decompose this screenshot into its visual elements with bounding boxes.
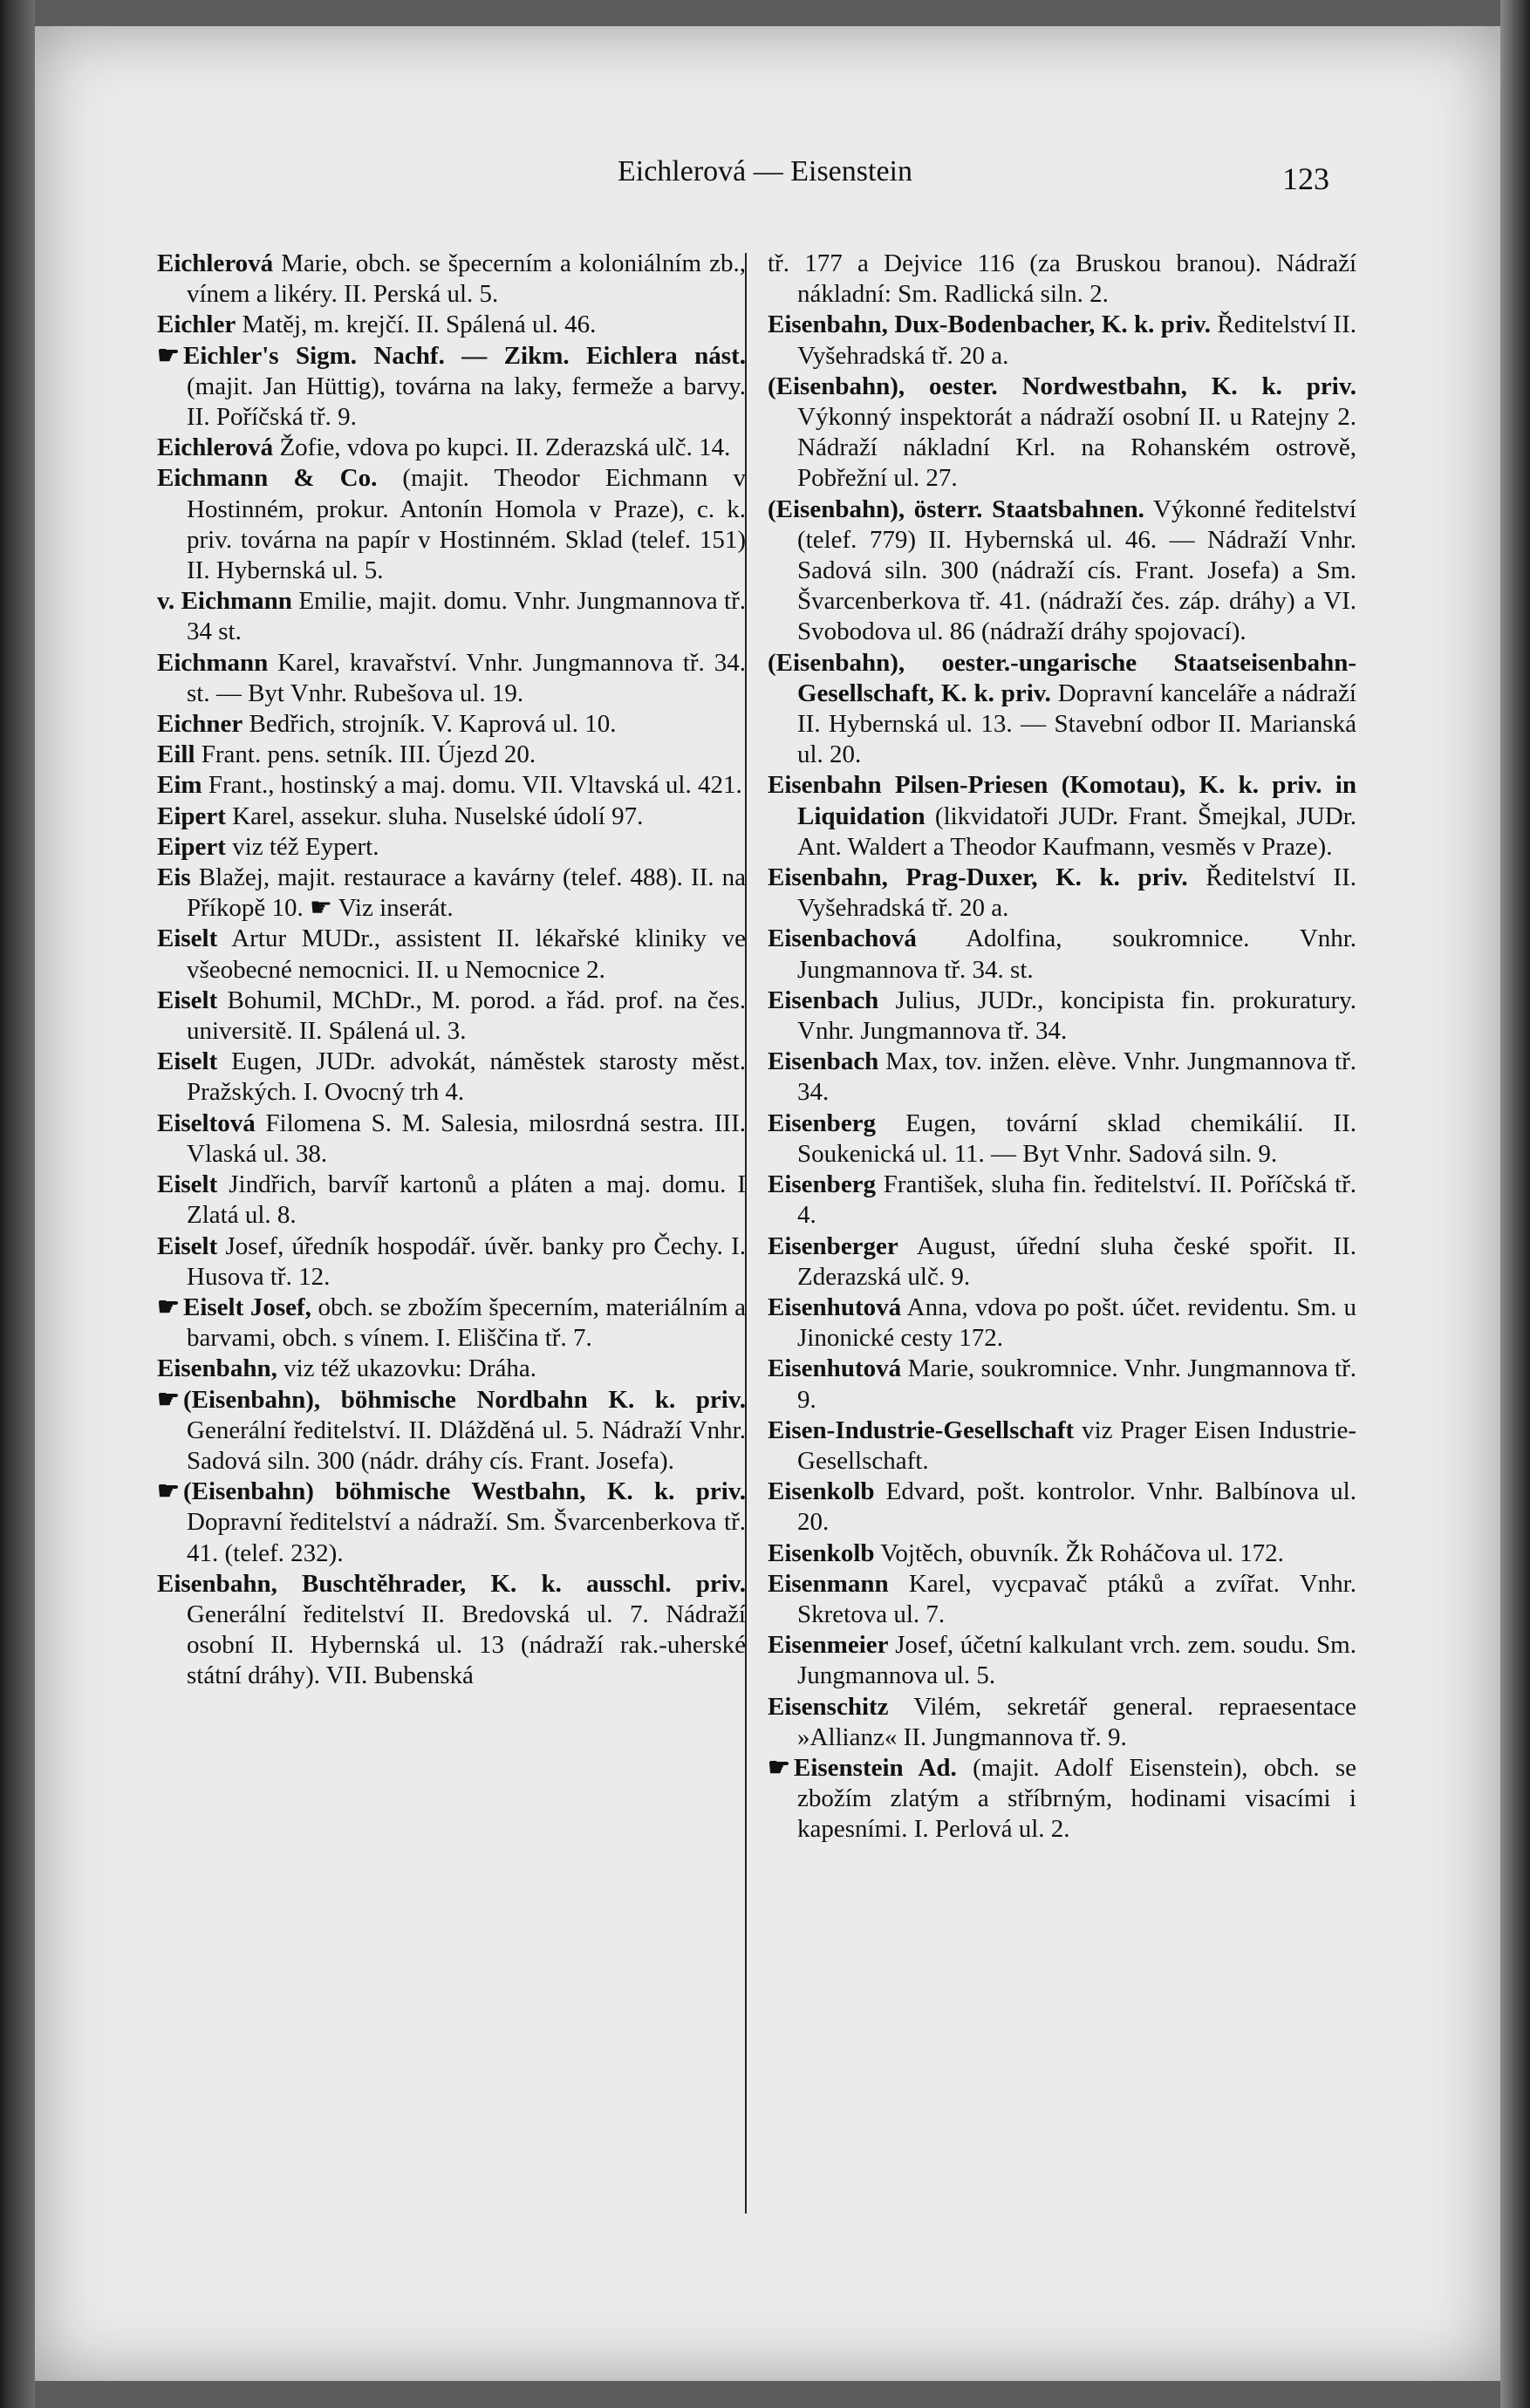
directory-entry	[157, 832, 746, 863]
directory-entry	[157, 770, 746, 801]
entry-name: Eisenhutová	[768, 1293, 902, 1321]
entry-details: Anna, vdova po pošt. účet. revidentu. Sm. u Jinonické cesty 172.	[797, 1293, 1356, 1353]
directory-entry	[768, 372, 1356, 495]
entry-name: Eisen-Industrie-Gesellschaft	[768, 1415, 1075, 1444]
directory-entry	[157, 1354, 746, 1384]
entry-name: Eiselt	[157, 1170, 218, 1199]
directory-entry	[768, 1630, 1356, 1691]
directory-entry	[768, 648, 1356, 771]
entry-details: viz Prager Eisen Industrie-Gesellschaft.	[797, 1415, 1356, 1475]
entry-details: Generální ředitelství II. Bredovská ul. 7. Nádraží osobní II. Hybernská ul. 13 (nádraží rak.-uherské státní dráhy). VII. Bubenská	[187, 1600, 746, 1690]
entry-details: Dopravní ředitelství a nádraží. Sm. Švarcenberkova tř. 41. (telef. 232).	[187, 1508, 746, 1567]
entry-details: Žofie, vdova po kupci. II. Zderazská ulč. 14.	[273, 433, 731, 462]
left-column	[157, 249, 746, 1692]
entry-name: Eichmann & Co.	[157, 464, 378, 493]
directory-entry	[157, 863, 746, 924]
entry-details: Karel, kravařství. Vnhr. Jungmannova tř. 34. st. — Byt Vnhr. Rubešova ul. 19.	[187, 648, 746, 707]
directory-entry	[157, 1108, 746, 1170]
entry-details: Marie, soukromnice. Vnhr. Jungmannova tř. 9.	[797, 1354, 1356, 1414]
entry-details: obch. se zbožím špecerním, materiálním a barvami, obch. s vínem. I. Eliščina tř. 7.	[187, 1293, 747, 1353]
entry-name: Eichler's Sigm. Nachf. — Zikm. Eichlera nást.	[183, 341, 746, 370]
entry-name: Eisenbachová	[768, 924, 917, 953]
entry-details: Filomena S. M. Salesia, milosrdná sestra. III. Vlaská ul. 38.	[187, 1108, 746, 1168]
entry-name: Eisenberg	[768, 1170, 877, 1199]
entry-details: Frant. pens. setník. III. Újezd 20.	[195, 740, 536, 769]
entry-name: Eisenbahn,	[157, 1354, 277, 1383]
directory-entry	[768, 249, 1356, 310]
entry-details: Eugen, tovární sklad chemikálií. II. Soukenická ul. 11. — Byt Vnhr. Sadová siln. 9.	[797, 1108, 1356, 1168]
entry-name: Eisenstein Ad.	[794, 1753, 957, 1782]
directory-entry	[157, 1477, 746, 1569]
entry-name: Eisenkolb	[768, 1477, 875, 1506]
directory-entry	[768, 1293, 1356, 1354]
directory-entry	[768, 1477, 1356, 1538]
entry-name: Eiselt	[157, 1047, 218, 1076]
directory-entry	[768, 1231, 1356, 1293]
directory-entry	[157, 1170, 746, 1231]
right-column	[768, 249, 1356, 1845]
entry-name: Eis	[157, 863, 191, 892]
directory-entry	[157, 802, 746, 832]
entry-name: Eim	[157, 771, 202, 800]
directory-entry	[768, 1108, 1356, 1170]
entry-name: Eisenbach	[768, 1047, 879, 1076]
entry-details: Bohumil, MChDr., M. porod. a řád. prof. na čes. universitě. II. Spálená ul. 3.	[187, 986, 746, 1046]
pointing-hand-icon: ☛	[157, 341, 180, 370]
entry-details: Marie, obch. se špecerním a koloniálním zb., vínem a likéry. II. Perská ul. 5.	[187, 249, 746, 309]
page-number: 123	[1282, 161, 1329, 196]
entry-name: Eisenbahn Pilsen-Priesen (Komotau), K. k. priv. in Liquidation	[768, 771, 1356, 830]
directory-entry	[157, 433, 746, 463]
entry-name: Eisenberg	[768, 1108, 877, 1137]
entry-details: August, úřední sluha české spořit. II. Zderazská ulč. 9.	[797, 1231, 1356, 1291]
directory-entry	[157, 586, 746, 647]
entry-name: Eisenhutová	[768, 1354, 902, 1383]
entry-name: Eiselt Josef,	[183, 1293, 311, 1321]
directory-entry	[768, 863, 1356, 924]
entry-name: Eiseltová	[157, 1108, 256, 1137]
entry-details: (likvidatoři JUDr. Frant. Šmejkal, JUDr. Ant. Waldert a Theodor Kaufmann, vesměs v Praze).	[797, 802, 1356, 861]
entry-details: Dopravní kanceláře a nádraží II. Hybernská ul. 13. — Stavební odbor II. Marianská ul. 20.	[797, 679, 1356, 769]
entry-details: viz též Eypert.	[225, 832, 379, 861]
directory-entry	[157, 709, 746, 740]
entry-details: viz též ukazovku: Dráha.	[277, 1354, 536, 1383]
directory-entry	[768, 1047, 1356, 1108]
directory-entry	[768, 1415, 1356, 1477]
running-header	[0, 155, 1530, 199]
entry-details: (majit. Theodor Eichmann v Hostinném, prokur. Antonín Homola v Praze), c. k. priv. továrna na papír v Hostinném. Sklad (telef. 151) II. Hybernská ul. 5.	[187, 464, 746, 585]
entry-name: (Eisenbahn), böhmische Nordbahn K. k. priv.	[183, 1385, 746, 1414]
entry-details: (majit. Jan Hüttig), továrna na laky, fermeže a barvy. II. Poříčská tř. 9.	[187, 372, 746, 432]
pointing-hand-icon: ☛	[157, 1385, 180, 1414]
pointing-hand-icon: ☛	[157, 1293, 180, 1321]
directory-entry	[768, 310, 1356, 371]
directory-entry	[768, 1569, 1356, 1630]
directory-entry	[768, 495, 1356, 648]
entry-details: (majit. Adolf Eisenstein), obch. se zbožím zlatým a stříbrným, hodinami visacími i kapesními. I. Perlová ul. 2.	[797, 1753, 1356, 1844]
pointing-hand-icon: ☛	[768, 1753, 790, 1782]
directory-entry	[157, 924, 746, 985]
entry-name: Eisenkolb	[768, 1538, 875, 1567]
entry-details: Ředitelství II. Vyšehradská tř. 20 a.	[797, 863, 1356, 923]
directory-entry	[157, 1385, 746, 1477]
entry-name: Eisenberger	[768, 1231, 898, 1260]
entry-name: Eiselt	[157, 1231, 218, 1260]
entry-name: (Eisenbahn) böhmische Westbahn, K. k. priv.	[183, 1477, 746, 1506]
entry-name: Eisenbach	[768, 986, 879, 1014]
entry-name: Eipert	[157, 802, 226, 830]
entry-name: Eisenmann	[768, 1569, 889, 1598]
entry-details: Výkonný inspektorát a nádraží osobní II. u Ratejny 2. Nádraží nákladní Krl. na Rohanském ostrově, Pobřežní ul. 27.	[797, 403, 1356, 493]
directory-entry	[157, 249, 746, 310]
entry-details: Emilie, majit. domu. Vnhr. Jungmannova tř. 34 st.	[187, 587, 747, 646]
entry-details: Adolfina, soukromnice. Vnhr. Jungmannova tř. 34. st.	[797, 924, 1356, 984]
entry-name: (Eisenbahn), oester.-ungarische Staatseisenbahn-Gesellschaft, K. k. priv.	[768, 648, 1356, 707]
directory-entry	[157, 1569, 746, 1692]
entry-name: Eisenschitz	[768, 1692, 889, 1721]
directory-entry	[157, 1231, 746, 1293]
directory-entry	[157, 341, 746, 433]
entry-details: Generální ředitelství. II. Dlážděná ul. 5. Nádraží Vnhr. Sadová siln. 300 (nádr. dráhy cís. Frant. Josefa).	[187, 1415, 746, 1475]
entry-details: Jindřich, barvíř kartonů a pláten a maj. domu. I Zlatá ul. 8.	[187, 1170, 746, 1230]
entry-name: (Eisenbahn), österr. Staatsbahnen.	[768, 495, 1144, 523]
entry-name: v. Eichmann	[157, 587, 292, 616]
entry-name: Eipert	[157, 832, 226, 861]
entry-details: Ředitelství II. Vyšehradská tř. 20 a.	[797, 310, 1356, 370]
entry-details: Vojtěch, obuvník. Žk Roháčova ul. 172.	[874, 1538, 1284, 1567]
directory-entry	[768, 1753, 1356, 1845]
entry-name: Eiselt	[157, 986, 218, 1014]
entry-details: Julius, JUDr., koncipista fin. prokuratury. Vnhr. Jungmannova tř. 34.	[797, 986, 1356, 1046]
entry-name: Eichner	[157, 710, 243, 739]
scan-right-edge	[1500, 0, 1530, 2408]
entry-details: František, sluha fin. ředitelství. II. Poříčská tř. 4.	[797, 1170, 1356, 1230]
entry-details: Matěj, m. krejčí. II. Spálená ul. 46.	[236, 310, 597, 339]
entry-name: Eiselt	[157, 924, 218, 953]
entry-details: Vilém, sekretář general. repraesentace »Allianz« II. Jungmannova tř. 9.	[797, 1692, 1356, 1751]
directory-entry	[768, 1692, 1356, 1753]
entry-details: Eugen, JUDr. advokát, náměstek starosty měst. Pražských. I. Ovocný trh 4.	[187, 1047, 746, 1107]
directory-entry	[768, 1354, 1356, 1415]
directory-entry	[768, 770, 1356, 863]
entry-details: Josef, úředník hospodář. úvěr. banky pro Čechy. I. Husova tř. 12.	[187, 1231, 746, 1291]
entry-details: tř. 177 a Dejvice 116 (za Bruskou branou). Nádraží nákladní: Sm. Radlická siln. 2.	[768, 249, 1356, 309]
entry-name: Eisenbahn, Dux-Bodenbacher, K. k. priv.	[768, 310, 1211, 339]
entry-name: Eichler	[157, 310, 236, 339]
entry-name: Eill	[157, 740, 195, 769]
entry-details: Výkonné ředitelství (telef. 779) II. Hybernská ul. 46. — Nádraží Vnhr. Sadová siln. 300 (nádraží cís. Frant. Josefa) a Sm. Švarcenberkova tř. 41. (nádraží čes. záp. dráhy) a VI. Svobodova ul. 86 (nádraží dráhy spojovací).	[797, 495, 1356, 646]
directory-entry	[768, 1170, 1356, 1231]
entry-details: Karel, assekur. sluha. Nuselské údolí 97.	[225, 802, 644, 830]
entry-details: Josef, účetní kalkulant vrch. zem. soudu. Sm. Jungmannova ul. 5.	[797, 1631, 1356, 1690]
pointing-hand-icon: ☛	[157, 1477, 180, 1506]
entry-details: Edvard, pošt. kontrolor. Vnhr. Balbínova ul. 20.	[797, 1477, 1356, 1537]
directory-entry	[768, 924, 1356, 985]
entry-name: Eichlerová	[157, 249, 274, 277]
entry-name: Eisenmeier	[768, 1631, 889, 1660]
entry-name: Eisenbahn, Buschtěhrader, K. k. ausschl. priv.	[157, 1569, 746, 1598]
entry-details: Frant., hostinský a maj. domu. VII. Vltavská ul. 421.	[201, 771, 742, 800]
directory-entry	[157, 648, 746, 709]
entry-details: Bedřich, strojník. V. Kaprová ul. 10.	[242, 710, 617, 739]
page-title: Eichlerová — Eisenstein	[617, 155, 912, 188]
entry-details: Max, tov. inžen. elève. Vnhr. Jungmannova tř. 34.	[797, 1047, 1356, 1107]
entry-name: Eisenbahn, Prag-Duxer, K. k. priv.	[768, 863, 1188, 892]
directory-entry	[157, 1047, 746, 1108]
directory-entry	[768, 986, 1356, 1047]
entry-name: Eichmann	[157, 648, 269, 677]
scan-left-edge	[0, 0, 35, 2408]
directory-entry	[157, 463, 746, 586]
directory-entry	[157, 986, 746, 1047]
entry-name: Eichlerová	[157, 433, 274, 462]
entry-name: (Eisenbahn), oester. Nordwestbahn, K. k. priv.	[768, 372, 1356, 400]
directory-entry	[768, 1538, 1356, 1569]
directory-entry	[157, 310, 746, 340]
directory-entry	[157, 740, 746, 770]
directory-entry	[157, 1293, 746, 1354]
entry-details: Karel, vycpavač ptáků a zvířat. Vnhr. Skretova ul. 7.	[797, 1569, 1356, 1628]
entry-details: Blažej, majit. restaurace a kavárny (telef. 488). II. na Příkopě 10. ☛ Viz inserát.	[187, 863, 746, 923]
entry-details: Artur MUDr., assistent II. lékařské kliniky ve všeobecné nemocnici. II. u Nemocnice 2.	[187, 924, 746, 984]
